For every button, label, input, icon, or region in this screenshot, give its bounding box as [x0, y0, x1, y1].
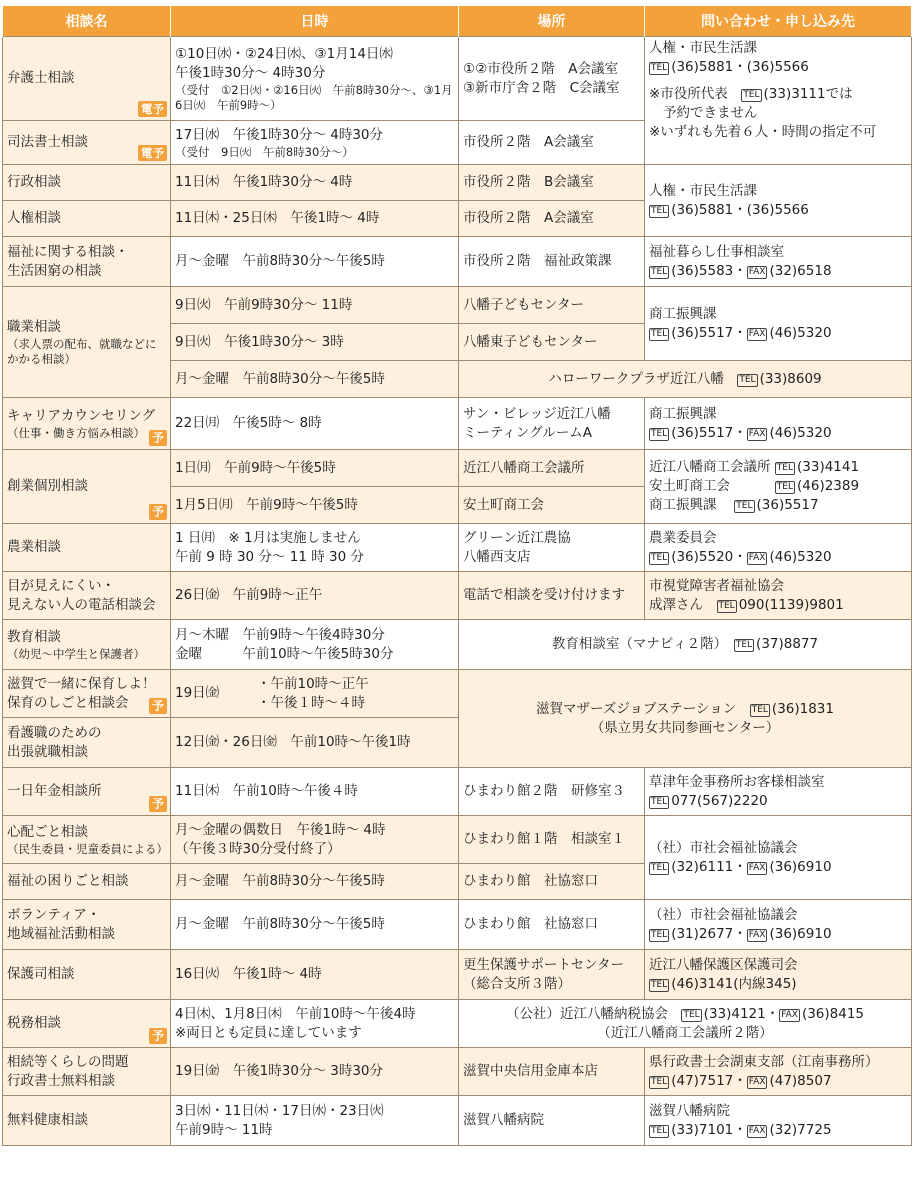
datetime-grid [175, 675, 454, 713]
header-contact: 問い合わせ・申し込み先 [645, 6, 912, 37]
tel-icon: TEL [651, 862, 668, 873]
fax-number: (36)8415 [801, 1005, 865, 1022]
place-cell: 滋賀八幡病院 [459, 1096, 645, 1146]
note-text: ※いずれも先着６人・時間の指定不可 [649, 124, 877, 140]
table-row [3, 450, 912, 487]
table-row [3, 1096, 912, 1146]
table-header-row [3, 6, 912, 37]
datetime-cell: 月～金曜 午前8時30分～午後5時 [171, 237, 459, 287]
contact-cell [645, 37, 912, 165]
contact-phone [649, 58, 907, 77]
place-cell: 市役所２階 福祉政策課 [459, 237, 645, 287]
contact-phone [649, 424, 907, 443]
consult-name: 弁護士相談 [7, 70, 75, 86]
contact-phone [649, 1121, 907, 1140]
datetime-line: 月～金曜の偶数日 午後1時～ 4時 [175, 821, 386, 838]
datetime-line: 金曜 午前10時～午後5時30分 [175, 645, 394, 662]
name-cell [3, 864, 171, 900]
consult-name: 行政相談 [7, 174, 61, 190]
fax-icon: FAX [748, 552, 766, 563]
place-cell: ひまわり館 社協窓口 [459, 864, 645, 900]
datetime-cell: 月～金曜 午前8時30分～午後5時 [171, 864, 459, 900]
name-cell [3, 572, 171, 620]
name-cell [3, 620, 171, 670]
consult-name: 看護職のための [7, 724, 102, 741]
datetime-cell [171, 37, 459, 121]
place-line: （近江八幡商工会議所２階） [597, 1024, 773, 1041]
consult-subtitle: （民生委員・児童委員による） [7, 841, 168, 856]
fax-icon: FAX [748, 1076, 766, 1087]
tel-icon: TEL [751, 704, 768, 715]
place-cell: 市役所２階 B会議室 [459, 165, 645, 201]
name-cell [3, 37, 171, 121]
datetime-cell [171, 670, 459, 718]
contact-phone [649, 548, 907, 567]
name-cell [3, 768, 171, 816]
place-line: 教育相談室（マナビィ２階） [551, 636, 721, 652]
online-reservation-badge: 電予 [138, 145, 167, 161]
place-line: ③新市庁舎２階 C会議室 [463, 79, 620, 96]
consult-name: 無料健康相談 [7, 1112, 88, 1128]
datetime-cell: 11日㈭・25日㈭ 午後1時～ 4時 [171, 201, 459, 237]
reservation-badge: 予 [149, 796, 167, 812]
header-datetime: 日時 [171, 6, 459, 37]
datetime-cell: 26日㈮ 午前9時～正午 [171, 572, 459, 620]
phone-number: (36)5881・(36)5566 [671, 201, 809, 218]
contact-cell [645, 398, 912, 450]
contact-phone [649, 596, 907, 615]
place-line: ミーティングルームA [463, 424, 592, 441]
datetime-cell: 12日㈮・26日㈮ 午前10時～午後1時 [171, 718, 459, 768]
table-row [3, 524, 912, 572]
fax-icon: FAX [748, 428, 766, 439]
name-cell [3, 524, 171, 572]
phone-number: (33)4141 [797, 459, 860, 475]
phone-number: 077(567)2220 [671, 792, 768, 809]
datetime-cell: 9日㈫ 午後1時30分～ 3時 [171, 324, 459, 361]
place-line: 更生保護サポートセンター [463, 956, 625, 973]
place-contact-cell [459, 361, 912, 398]
reservation-badge: 予 [149, 698, 167, 714]
tel-icon: TEL [651, 979, 668, 990]
name-cell [3, 1000, 171, 1048]
fax-icon: FAX [748, 266, 766, 277]
reservation-badge: 予 [149, 430, 167, 446]
datetime-line: 午前 9 時 30 分～ 11 時 30 分 [175, 548, 364, 565]
fax-number: (32)6518 [769, 262, 832, 279]
place-cell: 滋賀中央信用金庫本店 [459, 1048, 645, 1096]
contact-org: （社）市社会福祉協議会 [649, 906, 798, 923]
phone-number: (36)5517 [756, 497, 819, 513]
phone-number: (37)8877 [756, 636, 819, 652]
datetime-cell: 月～金曜 午前8時30分～午後5時 [171, 900, 459, 950]
header-name: 相談名 [3, 6, 171, 37]
datetime-cell [171, 524, 459, 572]
datetime-line: 1 日㈪ ※ 1月は実施しません [175, 529, 361, 546]
contact-cell [645, 900, 912, 950]
phone-number: (46)3141(内線345) [671, 975, 797, 992]
place-cell [459, 524, 645, 572]
contact-org: 商工振興課 [649, 305, 717, 322]
fax-number: (32)7725 [769, 1121, 832, 1138]
consult-name: 心配ごと相談 [7, 823, 88, 840]
table-row [3, 768, 912, 816]
tel-icon: TEL [718, 600, 735, 611]
table-row [3, 37, 912, 121]
contact-org: 農業委員会 [649, 529, 717, 546]
datetime-line: ①10日㈬・②24日㈬、③1月14日㈬ [175, 45, 393, 62]
datetime-cell: 1月5日㈪ 午前9時～午後5時 [171, 487, 459, 524]
consult-name: 相続等くらしの問題 [7, 1053, 129, 1070]
place-cell: 市役所２階 A会議室 [459, 121, 645, 165]
datetime-line: 午後1時30分～ 4時30分 [175, 64, 326, 81]
place-line [463, 700, 907, 719]
table-row [3, 670, 912, 718]
place-line: （県立男女共同参画センター） [590, 719, 780, 736]
consultation-table [2, 6, 912, 1146]
contact-cell [645, 450, 912, 524]
consult-name: 福祉に関する相談・ [7, 243, 129, 260]
contact-cell [645, 1048, 912, 1096]
contact-org: （社）市社会福祉協議会 [649, 839, 798, 856]
place-cell: ひまわり館１階 相談室１ [459, 816, 645, 864]
phone-number: (36)5517・ [671, 324, 747, 341]
tel-icon: TEL [651, 428, 668, 439]
name-cell [3, 398, 171, 450]
phone-number: (36)5881・(36)5566 [671, 59, 809, 75]
datetime-cell: 16日㈫ 午後1時～ 4時 [171, 950, 459, 1000]
place-line: サン・ビレッジ近江八幡 [463, 405, 611, 422]
place-cell: 近江八幡商工会議所 [459, 450, 645, 487]
consult-name: キャリアカウンセリング [7, 407, 156, 424]
fax-icon: FAX [748, 1125, 766, 1136]
place-cell [459, 37, 645, 121]
phone-number: (33)4121・ [703, 1005, 780, 1022]
datetime-line: （午後３時30分受付終了） [175, 840, 341, 857]
consult-name: 教育相談 [7, 628, 61, 645]
contact-org: 近江八幡商工会議所 [649, 459, 771, 475]
place-cell: 八幡子どもセンター [459, 287, 645, 324]
place-line [463, 1005, 907, 1024]
place-line: （総合支所３階） [463, 975, 571, 992]
fax-number: (46)5320 [769, 324, 832, 341]
consult-name: 農業相談 [7, 539, 61, 555]
table-row [3, 1000, 912, 1048]
consult-name: 出張就職相談 [7, 743, 88, 760]
table-row [3, 816, 912, 864]
contact-cell [645, 524, 912, 572]
reservation-badge: 予 [149, 1028, 167, 1044]
consult-name: 職業相談 [7, 318, 61, 335]
datetime-cell: 19日㈮ 午後1時30分～ 3時30分 [171, 1048, 459, 1096]
contact-line [649, 477, 907, 496]
contact-org: 商工振興課 [649, 405, 717, 422]
tel-icon: TEL [651, 929, 668, 940]
tel-icon: TEL [651, 328, 668, 339]
contact-cell [645, 287, 912, 361]
phone-number: (32)6111・ [671, 858, 747, 875]
contact-org: 安土町商工会 [649, 478, 730, 494]
fax-number: (47)8507 [769, 1072, 832, 1089]
reception-note: （受付 9日㈫ 午前8時30分～） [175, 144, 354, 159]
consult-subtitle: （求人票の配布、就職などにかかる相談） [7, 336, 157, 366]
name-cell [3, 201, 171, 237]
contact-phone [649, 792, 907, 811]
datetime-cell [171, 620, 459, 670]
fax-icon: FAX [748, 929, 766, 940]
contact-phone [649, 201, 907, 220]
contact-line [649, 458, 907, 477]
consult-name: 滋賀で一緒に保育しよ！ [7, 675, 156, 692]
name-cell [3, 121, 171, 165]
name-cell [3, 450, 171, 524]
name-cell [3, 816, 171, 864]
phone-number: (31)2677・ [671, 925, 747, 942]
phone-number: (36)5520・ [671, 548, 747, 565]
datetime-line: 月～木曜 午前9時～午後4時30分 [175, 626, 385, 643]
table-row [3, 900, 912, 950]
contact-cell [645, 1096, 912, 1146]
place-cell: ひまわり館２階 研修室３ [459, 768, 645, 816]
tel-icon: TEL [743, 90, 760, 100]
name-cell [3, 950, 171, 1000]
tel-icon: TEL [736, 501, 753, 511]
datetime-cell [171, 1000, 459, 1048]
datetime-cell [171, 121, 459, 165]
contact-org: 滋賀八幡病院 [649, 1102, 730, 1119]
contact-cell [645, 950, 912, 1000]
consult-name: 生活困窮の相談 [7, 262, 102, 279]
name-cell [3, 718, 171, 768]
online-reservation-badge: 電予 [138, 101, 167, 117]
contact-cell [645, 816, 912, 900]
consult-name: 行政書士無料相談 [7, 1072, 115, 1089]
reservation-badge: 予 [149, 504, 167, 520]
contact-org: 県行政書士会湖東支部（江南事務所） [649, 1053, 879, 1070]
consult-name: 目が見えにくい・ [7, 577, 115, 594]
consult-name: 一日年金相談所 [7, 783, 102, 799]
contact-org: 草津年金事務所お客様相談室 [649, 773, 825, 790]
consult-name: 福祉の困りごと相談 [7, 873, 129, 889]
table-row [3, 572, 912, 620]
time-line: ・午後１時～４時 [257, 694, 365, 711]
contact-cell [645, 768, 912, 816]
tel-icon: TEL [651, 796, 668, 807]
place-line: ハローワークプラザ近江八幡 [548, 370, 724, 387]
place-name: 滋賀マザーズジョブステーション [536, 700, 737, 717]
contact-phone [649, 858, 907, 877]
name-cell [3, 287, 171, 398]
place-line: ①②市役所２階 A会議室 [463, 60, 618, 77]
place-name: （公社）近江八幡納税協会 [505, 1005, 668, 1022]
fax-number: (46)5320 [769, 424, 832, 441]
tel-icon: TEL [651, 63, 668, 73]
fax-number: (36)6910 [769, 925, 832, 942]
place-cell: ひまわり館 社協窓口 [459, 900, 645, 950]
tel-icon: TEL [651, 1076, 668, 1087]
contact-org: 福祉暮らし仕事相談室 [649, 243, 784, 260]
contact-phone [649, 324, 907, 343]
contact-phone [649, 1072, 907, 1091]
consult-name: 地域福祉活動相談 [7, 925, 115, 942]
phone-number: (33)7101・ [671, 1121, 747, 1138]
phone-number: (36)5583・ [671, 262, 747, 279]
name-cell [3, 1096, 171, 1146]
contact-line [649, 496, 907, 515]
date-text: 19日㈮ [175, 685, 220, 701]
name-cell [3, 237, 171, 287]
table-row [3, 620, 912, 670]
datetime-line: 4日㈭、1月8日㈭ 午前10時～午後4時 [175, 1005, 416, 1022]
consult-name: 人権相談 [7, 210, 61, 226]
datetime-cell: 22日㈪ 午後5時～ 8時 [171, 398, 459, 450]
datetime-line: 17日㈬ 午後1時30分～ 4時30分 [175, 126, 384, 143]
datetime-cell [171, 1096, 459, 1146]
contact-note [649, 85, 907, 104]
contact-phone [649, 262, 907, 281]
place-line: グリーン近江農協 [463, 529, 571, 546]
name-cell [3, 670, 171, 718]
place-cell: 電話で相談を受け付けます [459, 572, 645, 620]
note-text: ※市役所代表 [649, 86, 728, 102]
datetime-line: 午前9時～ 11時 [175, 1121, 273, 1138]
place-cell [459, 950, 645, 1000]
contact-phone [649, 975, 907, 994]
tel-icon: TEL [651, 1125, 668, 1136]
datetime-line: ※両日とも定員に達しています [175, 1024, 362, 1041]
datetime-cell: 1日㈪ 午前9時～午後5時 [171, 450, 459, 487]
place-cell: 市役所２階 A会議室 [459, 201, 645, 237]
contact-org: 近江八幡保護区保護司会 [649, 956, 798, 973]
phone-number: (33)8609 [759, 370, 822, 387]
contact-org: 人権・市民生活課 [649, 182, 757, 199]
datetime-line: 3日㈬・11日㈭・17日㈬・23日㈫ [175, 1102, 384, 1119]
phone-number: (36)1831 [771, 700, 834, 717]
tel-icon: TEL [776, 463, 793, 473]
fax-icon: FAX [748, 862, 766, 873]
name-cell [3, 900, 171, 950]
contact-org: 商工振興課 [649, 497, 717, 513]
contact-cell [645, 237, 912, 287]
consult-subtitle: （仕事・働き方悩み相談） [7, 425, 145, 440]
consult-name: 保護司相談 [7, 966, 75, 982]
phone-number: (33)3111では [763, 86, 853, 102]
time-list [257, 675, 454, 713]
phone-number: (47)7517・ [671, 1072, 747, 1089]
phone-number: 090(1139)9801 [738, 596, 844, 613]
fax-number: (46)5320 [769, 548, 832, 565]
place-cell: 安土町商工会 [459, 487, 645, 524]
datetime-cell: 11日㈭ 午前10時～午後４時 [171, 768, 459, 816]
tel-icon: TEL [651, 205, 668, 216]
place-contact-cell [459, 1000, 912, 1048]
tel-icon: TEL [739, 374, 756, 385]
table-row [3, 237, 912, 287]
consult-subtitle: （幼児～中学生と保護者） [7, 646, 145, 661]
table-row [3, 398, 912, 450]
table-row [3, 287, 912, 324]
datetime-cell: 9日㈫ 午前9時30分～ 11時 [171, 287, 459, 324]
tel-icon: TEL [651, 552, 668, 563]
contact-person: 成澤さん [649, 596, 703, 613]
table-row [3, 1048, 912, 1096]
place-contact-cell [459, 670, 912, 768]
note-text: 予約できません [663, 105, 758, 121]
place-contact-cell [459, 620, 912, 670]
place-cell [459, 398, 645, 450]
tel-icon: TEL [651, 266, 668, 277]
tel-icon: TEL [683, 1009, 700, 1020]
datetime-cell: 11日㈭ 午後1時30分～ 4時 [171, 165, 459, 201]
phone-number: (46)2389 [797, 478, 860, 494]
place-line: 八幡西支店 [463, 548, 531, 565]
consult-name: 創業個別相談 [7, 478, 88, 494]
contact-org: 市視覚障害者福祉協会 [649, 577, 784, 594]
fax-icon: FAX [781, 1009, 798, 1020]
phone-number: (36)5517・ [671, 424, 747, 441]
reception-note: （受付 ①2日㈫・②16日㈫ 午前8時30分～、③1月6日㈫ 午前9時～） [175, 82, 453, 112]
contact-org: 人権・市民生活課 [649, 40, 757, 56]
consult-name: 見えない人の電話相談会 [7, 596, 156, 613]
datetime-cell [171, 816, 459, 864]
name-cell [3, 1048, 171, 1096]
datetime-cell: 月～金曜 午前8時30分～午後5時 [171, 361, 459, 398]
consult-name: 税務相談 [7, 1015, 61, 1031]
place-cell: 八幡東子どもセンター [459, 324, 645, 361]
tel-icon: TEL [776, 482, 793, 492]
contact-cell [645, 572, 912, 620]
header-place: 場所 [459, 6, 645, 37]
consult-name: 司法書士相談 [7, 134, 88, 150]
contact-cell [645, 165, 912, 237]
fax-number: (36)6910 [769, 858, 832, 875]
contact-phone [649, 925, 907, 944]
consult-name: 保育のしごと相談会 [7, 694, 129, 711]
table-row [3, 165, 912, 201]
spacer [649, 77, 907, 85]
consult-name: ボランティア・ [7, 906, 101, 923]
fax-icon: FAX [748, 328, 766, 339]
name-cell [3, 165, 171, 201]
tel-icon: TEL [735, 640, 753, 650]
time-line: ・午前10時～正午 [257, 675, 369, 692]
table-row [3, 950, 912, 1000]
